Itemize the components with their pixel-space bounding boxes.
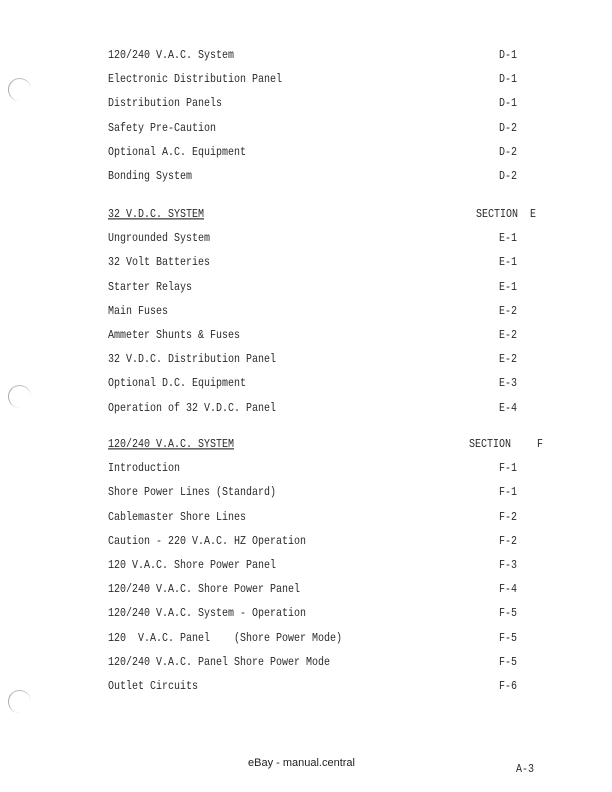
toc-entry-page: F-2 [499, 535, 518, 549]
toc-entry-page: F-5 [499, 608, 518, 622]
toc-entry-page: F-1 [499, 487, 518, 501]
toc-entry-page: E-2 [499, 305, 518, 319]
toc-entry-title: Starter Relays [108, 281, 193, 295]
toc-entry-page: D-2 [499, 122, 518, 136]
toc-entry-page: F-6 [499, 681, 518, 694]
toc-entry-page: F-5 [499, 656, 518, 670]
toc-entry-page: D-1 [499, 98, 518, 112]
toc-entry-title: Operation of 32 V.D.C. Panel [108, 402, 277, 416]
punch-hole [8, 78, 31, 101]
toc-entry-page: F-2 [499, 511, 518, 525]
toc-entry-title: Outlet Circuits [108, 681, 199, 694]
toc-entry-title: Electronic Distribution Panel [108, 74, 283, 87]
toc-entry-page: E-2 [499, 330, 518, 343]
toc-entry-title: Introduction [108, 463, 181, 476]
toc-entry-title: Distribution Panels [108, 98, 223, 112]
toc-entry-title: 32 Volt Batteries [108, 257, 211, 271]
footer-watermark: eBay - manual.central [248, 757, 355, 769]
toc-entry-page: F-5 [499, 632, 518, 646]
toc-entry-page: E-2 [499, 354, 518, 367]
toc-entry-title: Safety Pre-Caution [108, 122, 217, 136]
section-heading: 32 V.D.C. SYSTEM [108, 209, 205, 222]
section-letter: F [537, 439, 544, 452]
toc-entry-title: Ungrounded System [108, 233, 211, 246]
toc-entry-title: Shore Power Lines (Standard) [108, 487, 277, 501]
toc-entry-title: Caution - 220 V.A.C. HZ Operation [108, 535, 307, 549]
toc-entry-page: F-4 [499, 584, 518, 597]
toc-entry-page: E-4 [499, 402, 518, 416]
toc-entry-title: 120/240 V.A.C. Shore Power Panel [108, 584, 301, 597]
toc-entry-title: Main Fuses [108, 305, 169, 319]
toc-entry-title: Ammeter Shunts & Fuses [108, 330, 241, 343]
toc-entry-title: 32 V.D.C. Distribution Panel [108, 354, 277, 367]
section-label: SECTION [476, 209, 519, 222]
toc-entry-title: 120 V.A.C. Panel (Shore Power Mode) [108, 632, 343, 646]
toc-entry-title: 120/240 V.A.C. System - Operation [108, 608, 307, 622]
section-label: SECTION [469, 439, 512, 452]
toc-entry-page: E-1 [499, 233, 518, 246]
toc-entry-title: Optional D.C. Equipment [108, 378, 247, 392]
toc-entry-page: E-1 [499, 281, 518, 295]
toc-entry-page: D-2 [499, 146, 518, 160]
toc-entry-page: E-1 [499, 257, 518, 271]
section-letter: E [530, 209, 537, 222]
toc-entry-title: 120/240 V.A.C. Panel Shore Power Mode [108, 656, 331, 670]
toc-entry-page: E-3 [499, 378, 518, 392]
toc-entry-title: Cablemaster Shore Lines [108, 511, 247, 525]
toc-entry-page: D-1 [499, 74, 518, 87]
toc-entry-page: D-1 [499, 50, 518, 63]
toc-entry-title: Bonding System [108, 171, 193, 184]
toc-entry-title: 120/240 V.A.C. System [108, 50, 235, 63]
toc-entry-page: D-2 [499, 171, 518, 184]
toc-entry-page: F-3 [499, 560, 518, 573]
toc-entry-title: Optional A.C. Equipment [108, 146, 247, 160]
punch-hole [8, 690, 31, 713]
page-number: A-3 [516, 764, 535, 777]
section-heading: 120/240 V.A.C. SYSTEM [108, 439, 235, 452]
toc-entry-page: F-1 [499, 463, 518, 476]
toc-entry-title: 120 V.A.C. Shore Power Panel [108, 560, 277, 573]
punch-hole [8, 385, 31, 408]
